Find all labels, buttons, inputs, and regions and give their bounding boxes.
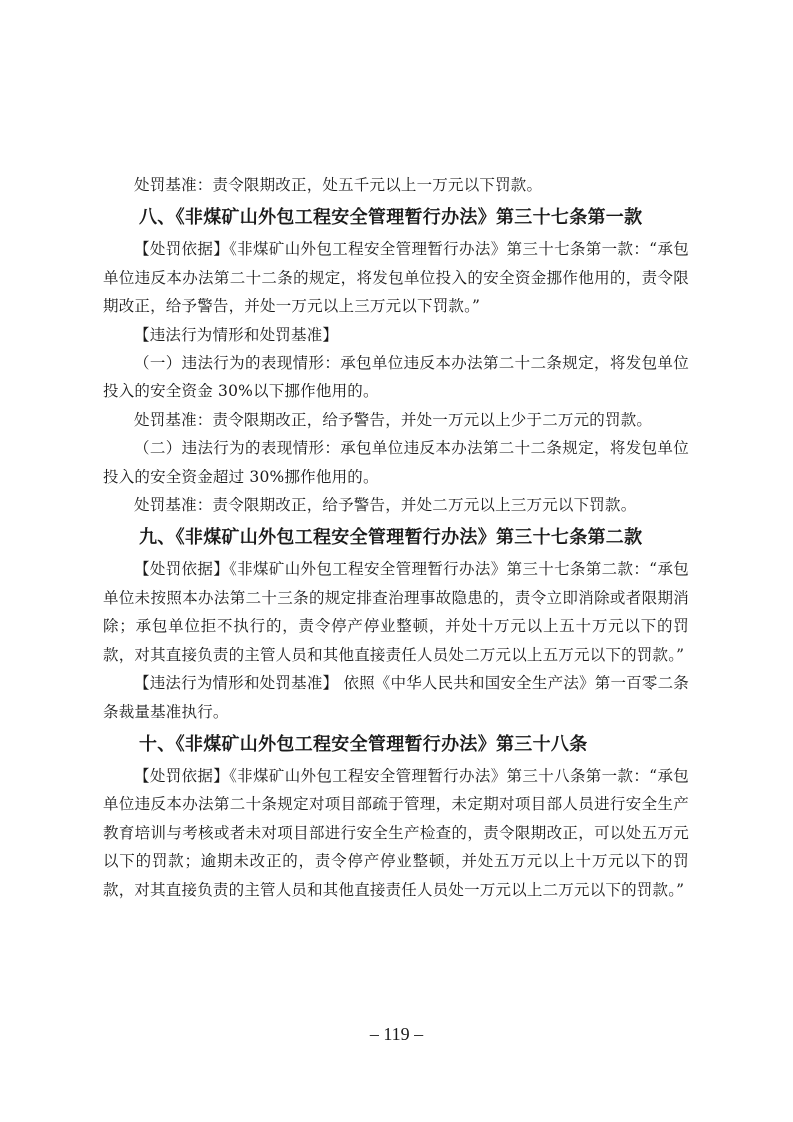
paragraph-penalty-standard: 处罚基准：责令限期改正，给予警告，并处二万元以上三万元以下罚款。 bbox=[134, 496, 637, 515]
paragraph-violation-header: 【违法行为情形和处罚基准】 bbox=[134, 325, 339, 344]
page-body bbox=[103, 171, 689, 904]
paragraph-violation-header: 【违法行为情形和处罚基准】 依照《中华人民共和国安全生产法》第一百零二条条裁量基准执行。 bbox=[103, 674, 689, 721]
paragraph-penalty-basis: 【处罚依据】《非煤矿山外包工程安全管理暂行办法》第三十七条第一款：“承包单位违反本办法第二十二条的规定，将发包单位投入的安全资金挪作他用的，责令限期改正，给予警告，并处一万元以上三万元以下罚款。” bbox=[103, 240, 689, 316]
paragraph-penalty-basis: 【处罚依据】《非煤矿山外包工程安全管理暂行办法》第三十八条第一款：“承包单位违反本办法第二十条规定对项目部疏于管理，未定期对项目部人员进行安全生产教育培训与考核或者未对项目部进行安全生产检查的，责令限期改正，可以处五万元以下的罚款；逾期未改正的，责令停产停业整顿，并处五万元以上十万元以下的罚款，对其直接负责的主管人员和其他直接责任人员处一万元以上二万元以下的罚款。” bbox=[103, 766, 689, 899]
page-number: – 119 – bbox=[369, 1024, 424, 1044]
paragraph-penalty-standard: 处罚基准：责令限期改正，给予警告，并处一万元以上少于二万元的罚款。 bbox=[134, 410, 653, 429]
paragraph-case-2: （二）违法行为的表现情形：承包单位违反本办法第二十二条规定，将发包单位投入的安全资金超过 30%挪作他用的。 bbox=[103, 439, 689, 486]
paragraph-penalty-standard: 处罚基准：责令限期改正，处五千元以上一万元以下罚款。 bbox=[134, 176, 543, 194]
paragraph-penalty-basis: 【处罚依据】《非煤矿山外包工程安全管理暂行办法》第三十七条第二款：“承包单位未按照本办法第二十三条的规定排查治理事故隐患的，责令立即消除或者限期消除；承包单位拒不执行的，责令停产停业整顿，并处十万元以上五十万元以下的罚款，对其直接负责的主管人员和其他直接责任人员处二万元以上五万元以下的罚款。” bbox=[103, 560, 689, 664]
section-heading-9: 九、《非煤矿山外包工程安全管理暂行办法》第三十七条第二款 bbox=[139, 527, 643, 549]
paragraph-case-1: （一）违法行为的表现情形：承包单位违反本办法第二十二条规定，将发包单位投入的安全资金 30%以下挪作他用的。 bbox=[103, 354, 689, 401]
section-heading-10: 十、《非煤矿山外包工程安全管理暂行办法》第三十八条 bbox=[139, 733, 588, 755]
section-heading-8: 八、《非煤矿山外包工程安全管理暂行办法》第三十七条第一款 bbox=[139, 207, 643, 229]
